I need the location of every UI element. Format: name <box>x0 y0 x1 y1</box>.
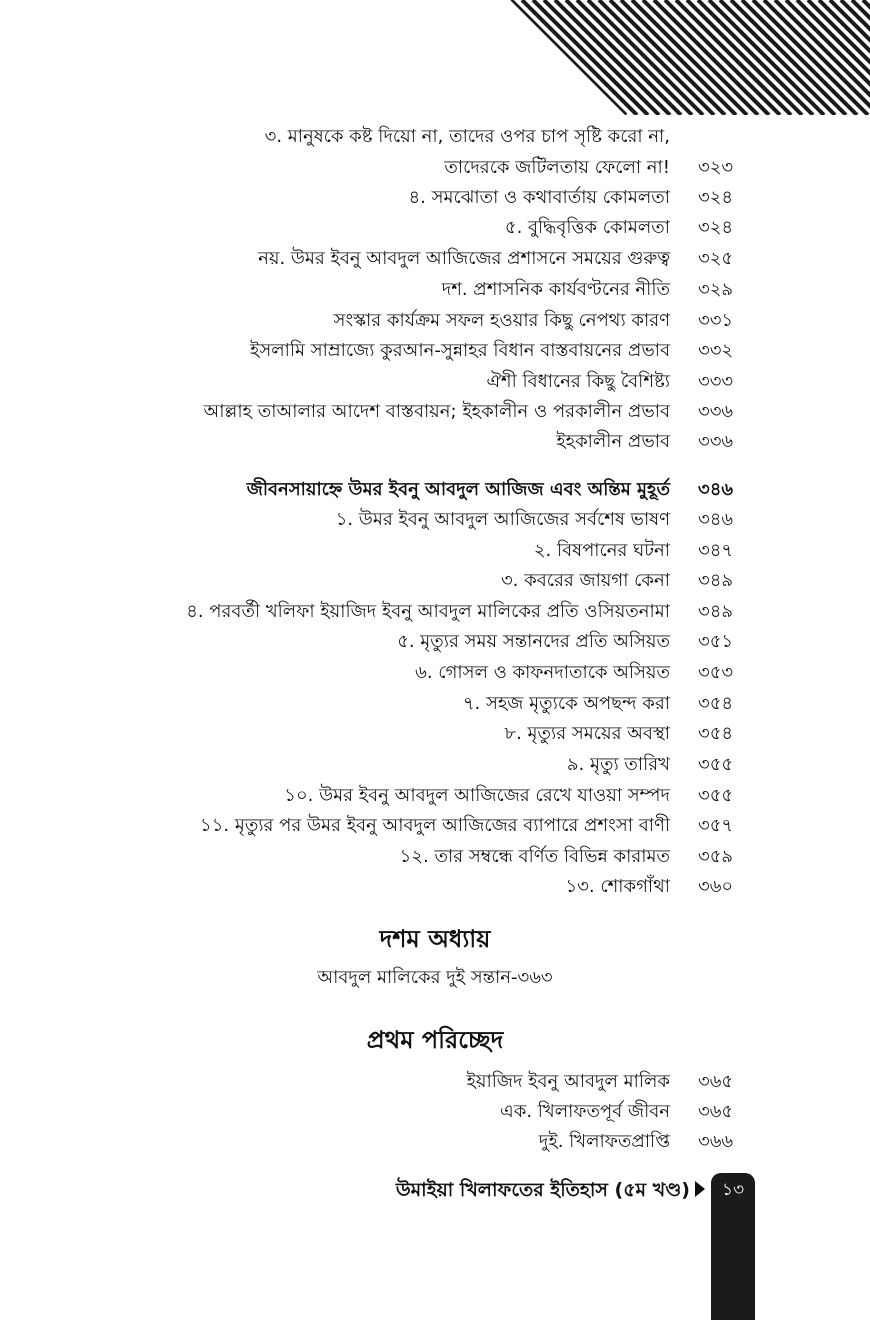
page-number: ১৩ <box>721 1180 745 1200</box>
toc-entry[interactable] <box>100 506 740 534</box>
triangle-right-icon <box>695 1181 705 1197</box>
toc-entry[interactable] <box>100 154 740 182</box>
toc-entry[interactable] <box>100 751 740 779</box>
toc-entry[interactable] <box>100 184 740 212</box>
toc-entry-page: ৩২৫ <box>698 248 734 269</box>
toc-entry-page: ৩৩৩ <box>698 371 734 392</box>
toc-entry-title: ১৩. শোকগাঁথা <box>565 876 670 897</box>
toc-entry[interactable] <box>100 720 740 748</box>
toc-entry-page: ৩৪৯ <box>698 601 734 622</box>
toc-entry-page: ৩৪৭ <box>698 540 734 561</box>
toc-entry-page: ৩৫৩ <box>698 662 734 683</box>
toc-entry-page: ৩৫৭ <box>698 815 734 836</box>
toc-entry-page: ৩২৪ <box>698 217 734 238</box>
toc-entry[interactable] <box>100 214 740 242</box>
toc-entry-title: ৪. সমঝোতা ও কথাবার্তায় কোমলতা <box>408 187 670 208</box>
toc-entry[interactable] <box>100 245 740 273</box>
toc-entry-title: ৬. গোসল ও কাফনদাতাকে অসিয়ত <box>415 662 670 683</box>
toc-entry-title: ১২. তার সম্বন্ধে বর্ণিত বিভিন্ন কারামত <box>399 846 670 867</box>
toc-entry-title: ৭. সহজ মৃত্যুকে অপছন্দ করা <box>462 693 670 714</box>
chapter-heading[interactable]: দশম অধ্যায় <box>379 925 491 953</box>
toc-entry-title: ৩. কবরের জায়গা কেনা <box>500 570 670 591</box>
toc-entry-page: ৩৩৬ <box>698 431 734 452</box>
toc-entry[interactable] <box>100 690 740 718</box>
toc-entry-page: ৩৪৬ <box>698 509 734 530</box>
toc-entry-title: ৩. মানুষকে কষ্ট দিয়ো না, তাদের ওপর চাপ সৃষ্টি করো না, <box>264 126 670 147</box>
toc-entry[interactable] <box>100 782 740 810</box>
toc-entry-title: দশ. প্রশাসনিক কার্যবণ্টনের নীতি <box>441 279 670 300</box>
toc-entry-title: ১১. মৃত্যুর পর উমর ইবনু আবদুল আজিজের ব্যাপারে প্রশংসা বাণী <box>200 815 670 836</box>
toc-entry[interactable] <box>100 567 740 595</box>
toc-entry[interactable] <box>100 843 740 871</box>
toc-entry-title: ৫. বুদ্ধিবৃত্তিক কোমলতা <box>504 217 670 238</box>
toc-entry-page: ৩২৪ <box>698 187 734 208</box>
toc-entry-title: ১০. উমর ইবনু আবদুল আজিজের রেখে যাওয়া সম্পদ <box>284 785 670 806</box>
subchapter-heading[interactable]: প্রথম পরিচ্ছেদ <box>366 1026 504 1054</box>
toc-entry-title: ঐশী বিধানের কিছু বৈশিষ্ট্য <box>486 371 670 392</box>
toc-entry-title: ইহকালীন প্রভাব <box>556 431 670 452</box>
toc-entry-title: আল্লাহ তাআলার আদেশ বাস্তবায়ন; ইহকালীন ও পরকালীন প্রভাব <box>203 401 670 422</box>
toc-entry[interactable] <box>100 368 740 396</box>
toc-entry[interactable] <box>100 537 740 565</box>
toc-entry-page: ৩৩৬ <box>698 401 734 422</box>
toc-entry-page: ৩৩২ <box>698 340 734 361</box>
toc-entry-page: ৩৬৬ <box>698 1131 734 1152</box>
toc-entry-page: ৩৫৫ <box>698 754 734 775</box>
toc-entry-title: ইয়াজিদ ইবনু আবদুল মালিক <box>466 1071 670 1092</box>
toc-entry-title: সংস্কার কার্যক্রম সফল হওয়ার কিছু নেপথ্য কারণ <box>333 310 670 331</box>
page-number-tab <box>711 1173 755 1320</box>
section-heading-title: জীবনসায়াহ্নে উমর ইবনু আবদুল আজিজ এবং অন্তিম মুহূর্ত <box>246 479 670 500</box>
toc-entry-page: ৩৫৯ <box>698 846 734 867</box>
toc-entry-page: ৩৫৫ <box>698 785 734 806</box>
toc-entry[interactable] <box>100 123 740 151</box>
section-heading-page: ৩৪৬ <box>698 479 734 500</box>
toc-entry-page: ৩৬০ <box>698 876 734 897</box>
footer-book-title: উমাইয়া খিলাফতের ইতিহাস (৫ম খণ্ড) <box>395 1179 690 1201</box>
toc-section-heading[interactable] <box>100 476 740 504</box>
toc-entry-page: ৩৩১ <box>698 310 734 331</box>
toc-entry-page: ৩৬৫ <box>698 1071 734 1092</box>
toc-entry-title: ২. বিষপানের ঘটনা <box>533 540 670 561</box>
toc-entry[interactable] <box>100 812 740 840</box>
toc-entry-title: দুই. খিলাফতপ্রাপ্তি <box>538 1131 670 1152</box>
toc-entry-title: ৯. মৃত্যু তারিখ <box>566 754 670 775</box>
toc-entry-page: ৩২৯ <box>698 279 734 300</box>
toc-entry-page: ৩৫৪ <box>698 693 734 714</box>
toc-entry-title: ইসলামি সাম্রাজ্যে কুরআন-সুন্নাহর বিধান বাস্তবায়নের প্রভাব <box>249 340 670 361</box>
chapter-subtitle: আবদুল মালিকের দুই সন্তান-৩৬৩ <box>317 967 553 988</box>
toc-entry-page: ৩৫৪ <box>698 723 734 744</box>
toc-entry-page: ৩৬৫ <box>698 1101 734 1122</box>
toc-entry[interactable] <box>100 428 740 456</box>
toc-entry[interactable] <box>100 1068 740 1096</box>
toc-entry-page: ৩৫১ <box>698 631 734 652</box>
toc-entry[interactable] <box>100 398 740 426</box>
toc-entry-title: এক. খিলাফতপূর্ব জীবন <box>500 1101 670 1122</box>
toc-entry[interactable] <box>100 659 740 687</box>
toc-entry[interactable] <box>100 276 740 304</box>
toc-entry-title: ৫. মৃত্যুর সময় সন্তানদের প্রতি অসিয়ত <box>397 631 670 652</box>
toc-entry-title: ১. উমর ইবনু আবদুল আজিজের সর্বশেষ ভাষণ <box>335 509 670 530</box>
toc-entry-page: ৩৪৯ <box>698 570 734 591</box>
toc-entry-title: ৮. মৃত্যুর সময়ের অবস্থা <box>504 723 670 744</box>
toc-entry-page: ৩২৩ <box>698 157 734 178</box>
toc-entry[interactable] <box>100 598 740 626</box>
toc-entry[interactable] <box>100 307 740 335</box>
toc-entry-title: তাদেরকে জটিলতায় ফেলো না! <box>444 157 670 178</box>
toc-entry[interactable] <box>100 1098 740 1126</box>
toc-entry-title: নয়. উমর ইবনু আবদুল আজিজের প্রশাসনে সময়ের গুরুত্ব <box>258 248 670 269</box>
toc-entry[interactable] <box>100 337 740 365</box>
toc-entry[interactable] <box>100 628 740 656</box>
toc-entry[interactable] <box>100 1128 740 1156</box>
toc-entry-title: ৪. পরবর্তী খলিফা ইয়াজিদ ইবনু আবদুল মালিকের প্রতি ওসিয়তনামা <box>186 601 670 622</box>
toc-entry[interactable] <box>100 873 740 901</box>
